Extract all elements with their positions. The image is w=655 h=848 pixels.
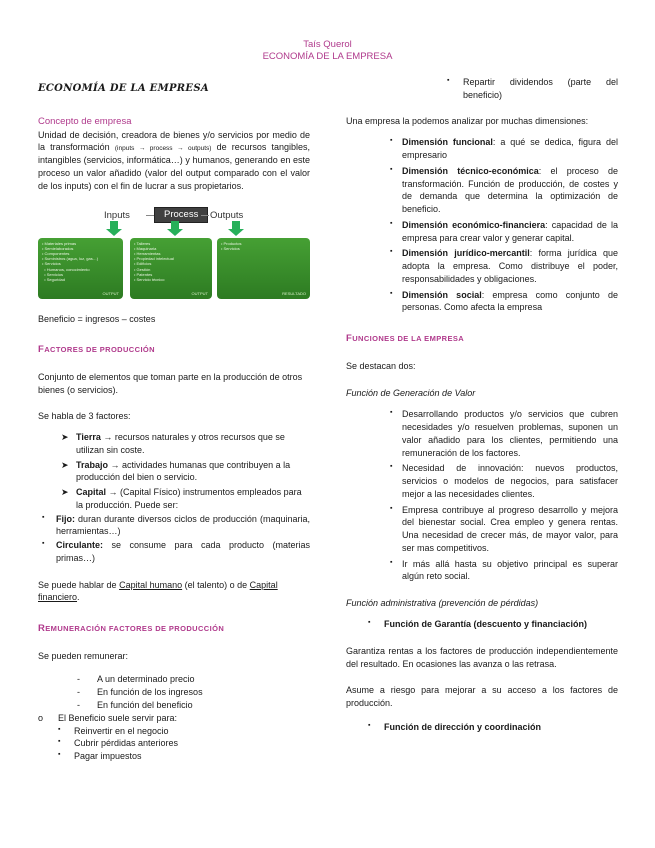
diagram-box-line: • Servicios xyxy=(221,245,240,251)
diagram-box-line: • Servicio técnico xyxy=(134,276,165,282)
square-bullet-icon: ▪ xyxy=(390,504,393,512)
beneficio-use-item: ▪ Cubrir pérdidas anteriores xyxy=(58,738,179,749)
remuneracion-list xyxy=(38,673,310,711)
square-bullet-icon: ▪ xyxy=(58,725,61,733)
input-process-output-diagram xyxy=(38,207,310,305)
arrow-bullet-icon: ➤ xyxy=(61,459,69,470)
diagram-box-line: • Patentes xyxy=(134,271,153,277)
diagram-inputs-box xyxy=(38,238,123,299)
document-header xyxy=(0,39,655,63)
diagram-box-line: • Seguridad xyxy=(42,276,65,282)
remuneracion-item: - A un determinado precio xyxy=(77,674,195,685)
beneficio-subitem: o El Beneficio suele servir para: xyxy=(38,712,178,723)
dimensiones-list xyxy=(346,136,618,314)
factor-item: ➤ Capital → (Capital Físico) instrumentos empleados para la producción. Puede ser: xyxy=(61,487,302,510)
author-name: Taís Querol xyxy=(303,39,352,50)
diagram-outputs-label: Outputs xyxy=(210,209,244,221)
factors-list xyxy=(38,431,310,512)
beneficio-formula: Beneficio = ingresos – costes xyxy=(38,313,156,324)
capital-type-item: ▪ Fijo: duran durante diversos ciclos de producción (maquinaria, herramientas…) xyxy=(42,513,310,537)
concepto-text-2: de recursos tangibles, intangibles (servicios, informática…) y humanos, generando en este proceso un valor añadido (valor del output comparado con el valor de los inputs) con el fin de lucrar a sus propietarios. xyxy=(38,142,311,191)
square-bullet-icon: ▪ xyxy=(390,219,393,227)
arrow-bullet-icon: ➤ xyxy=(61,487,69,498)
document-title: ECONOMÍA DE LA EMPRESA xyxy=(38,83,209,94)
factores-heading: FACTORES DE PRODUCCIÓN xyxy=(38,344,155,356)
garantia-text: Garantiza rentas a los factores de producción independientemente del resultado. En ocasiones las avanza o las retrasa. xyxy=(346,645,618,669)
square-bullet-icon: ▪ xyxy=(390,137,393,145)
diagram-box-line: • Maquinaria xyxy=(134,245,157,251)
diagram-box-line: • Suministros (agua, luz, gas…) xyxy=(42,256,99,262)
dimension-item: ▪ Dimensión funcional: a qué se dedica, figura del empresario xyxy=(390,137,618,161)
diagram-inputs-label: Inputs xyxy=(104,209,130,221)
square-bullet-icon: ▪ xyxy=(390,289,393,297)
remuneracion-heading: REMUNERACIÓN FACTORES DE PRODUCCIÓN xyxy=(38,623,225,635)
diagram-outputs-list xyxy=(221,241,306,251)
destacan-text: Se destacan dos: xyxy=(346,360,416,371)
factores-definition: Conjunto de elementos que toman parte en la producción de otros bienes (o servicios). xyxy=(38,371,303,395)
diagram-box-line: • Materiales primas xyxy=(42,240,77,246)
diagram-process-box xyxy=(130,238,212,299)
subject-title: ECONOMÍA DE LA EMPRESA xyxy=(262,50,393,62)
remuneracion-intro: Se pueden remunerar: xyxy=(38,650,129,661)
dimension-item: ▪ Dimensión jurídico-mercantil: forma jurídica que adopta la empresa. Como distribuye el poder, responsabilidades y obligaciones. xyxy=(390,248,618,284)
square-bullet-icon: ▪ xyxy=(42,540,45,548)
square-bullet-icon: ▪ xyxy=(447,77,450,84)
right-column xyxy=(346,73,618,734)
beneficio-use-item: ▪ Reinvertir en el negocio xyxy=(58,725,169,736)
square-bullet-icon: ▪ xyxy=(368,721,371,729)
square-bullet-icon: ▪ xyxy=(390,463,393,471)
capital-type-item: ▪ Circulante: se consume para cada producto (materias primas…) xyxy=(42,540,310,563)
square-bullet-icon: ▪ xyxy=(58,738,61,746)
dimension-item: ▪ Dimensión social: empresa como conjunto de personas. Como afecta la empresa xyxy=(390,289,618,313)
diagram-box-line: • Gestión xyxy=(134,266,151,272)
concepto-paragraph xyxy=(38,129,310,193)
diagram-inputs-list xyxy=(42,241,119,283)
concepto-small-note: (inputs → process → outputs) xyxy=(114,145,212,153)
concepto-text-1: Unidad de decisión, creadora de bienes y/o servicios por medio de la transformación xyxy=(38,129,310,153)
diagram-box-line: • Talleres xyxy=(134,240,151,246)
diagram-inputs-tag: OUTPUT xyxy=(102,291,119,297)
funcion-admin-heading: Función administrativa (prevención de pérdidas) xyxy=(346,598,539,609)
capital-humano-term: Capital humano xyxy=(119,579,183,590)
beneficio-uses-list xyxy=(38,725,310,763)
dimension-item: ▪ Dimensión económico-financiera: capacidad de la empresa para crear valor y generar capital. xyxy=(390,219,618,243)
dividendos-item: ▪ Repartir dividendos (parte del beneficio) xyxy=(447,77,618,100)
diagram-box-line: • Propiedad intelectual xyxy=(134,256,174,262)
funciones-heading: FUNCIONES DE LA EMPRESA xyxy=(346,333,465,345)
diagram-box-line: • Herramientas xyxy=(134,250,161,256)
square-bullet-icon: ▪ xyxy=(390,248,393,256)
square-bullet-icon: ▪ xyxy=(42,513,45,521)
diagram-outputs-tag: RESULTADO xyxy=(282,291,306,297)
valor-item: ▪ Ir más allá hasta su objetivo principal es superar algún reto social. xyxy=(390,558,618,582)
factores-intro: Se habla de 3 factores: xyxy=(38,411,131,422)
factor-item: ➤ Tierra → recursos naturales y otros recursos que se utilizan sin coste. xyxy=(61,432,285,455)
valor-item: ▪ Desarrollando productos y/o servicios que cubren necesidades y/o resuelven problemas, suponen un valor añadido para los clientes, permitiendo una remuneración de los factores. xyxy=(390,409,618,458)
dimensiones-intro: Una empresa la podemos analizar por muchas dimensiones: xyxy=(346,115,589,126)
arrow-bullet-icon: ➤ xyxy=(61,432,69,443)
left-column xyxy=(38,76,310,763)
capital-sentence: Se puede hablar de Capital humano (el talento) o de Capital financiero. xyxy=(38,579,278,603)
square-bullet-icon: ▪ xyxy=(390,409,393,417)
capital-financiero-term: Capital financiero xyxy=(38,579,278,603)
direccion-list xyxy=(346,721,618,734)
diagram-box-line: • Servicios xyxy=(42,271,63,277)
factor-item: ➤ Trabajo → actividades humanas que contribuyen a la producción del bien o servicio. xyxy=(61,459,291,483)
diagram-box-line: • Servicios xyxy=(42,261,61,267)
dimension-item: ▪ Dimensión técnico-económica: el proceso de transformación. Función de producción, de costes y de demanda que determina la optimización de beneficio. xyxy=(390,165,618,215)
funcion-valor-heading: Función de Generación de Valor xyxy=(346,387,476,398)
concepto-heading: Concepto de empresa xyxy=(38,116,132,128)
valor-list xyxy=(346,408,618,583)
remuneracion-item: - En función de los ingresos xyxy=(77,687,203,698)
riesgo-text: Asume a riesgo para mejorar a su acceso a los factores de producción. xyxy=(346,685,618,709)
beneficio-sublist xyxy=(38,712,310,725)
diagram-connector xyxy=(201,215,209,216)
diagram-process-tag: OUTPUT xyxy=(191,291,208,297)
dividendos-list xyxy=(346,76,618,102)
diagram-box-line: • Humanos, conocimiento xyxy=(42,266,90,272)
diagram-outputs-box xyxy=(217,238,310,299)
diagram-box-line: • Productos xyxy=(221,240,242,246)
diagram-box-line: • Edificios xyxy=(134,261,152,267)
square-bullet-icon: ▪ xyxy=(390,165,393,173)
diagram-box-line: • Semielaborados xyxy=(42,245,74,251)
direccion-item: ▪ Función de dirección y coordinación xyxy=(368,721,542,732)
square-bullet-icon: ▪ xyxy=(390,558,393,566)
diagram-process-list xyxy=(134,241,208,283)
diagram-process-label: Process xyxy=(154,207,208,223)
remuneracion-item: - En función del beneficio xyxy=(77,700,193,711)
valor-item: ▪ Necesidad de innovación: nuevos productos, servicios o modelos de negocios, para satisfacer mejor a las necesidades clientes. xyxy=(390,463,618,499)
valor-item: ▪ Empresa contribuye al progreso desarrollo y mejora del bienestar social. Crea empleo y genera rentas. Una necesidad de crecer más, de mayor valor, para ser mas competitivos. xyxy=(390,504,618,553)
diagram-box-line: • Componentes xyxy=(42,250,70,256)
circle-bullet-icon: o xyxy=(38,712,44,723)
garantia-list xyxy=(346,618,618,631)
beneficio-use-item: ▪ Pagar impuestos xyxy=(58,751,142,762)
garantia-item: ▪ Función de Garantía (descuento y financiación) xyxy=(368,618,588,629)
diagram-connector xyxy=(146,215,154,216)
capital-types-list xyxy=(38,513,310,565)
square-bullet-icon: ▪ xyxy=(58,751,61,759)
square-bullet-icon: ▪ xyxy=(368,618,371,626)
